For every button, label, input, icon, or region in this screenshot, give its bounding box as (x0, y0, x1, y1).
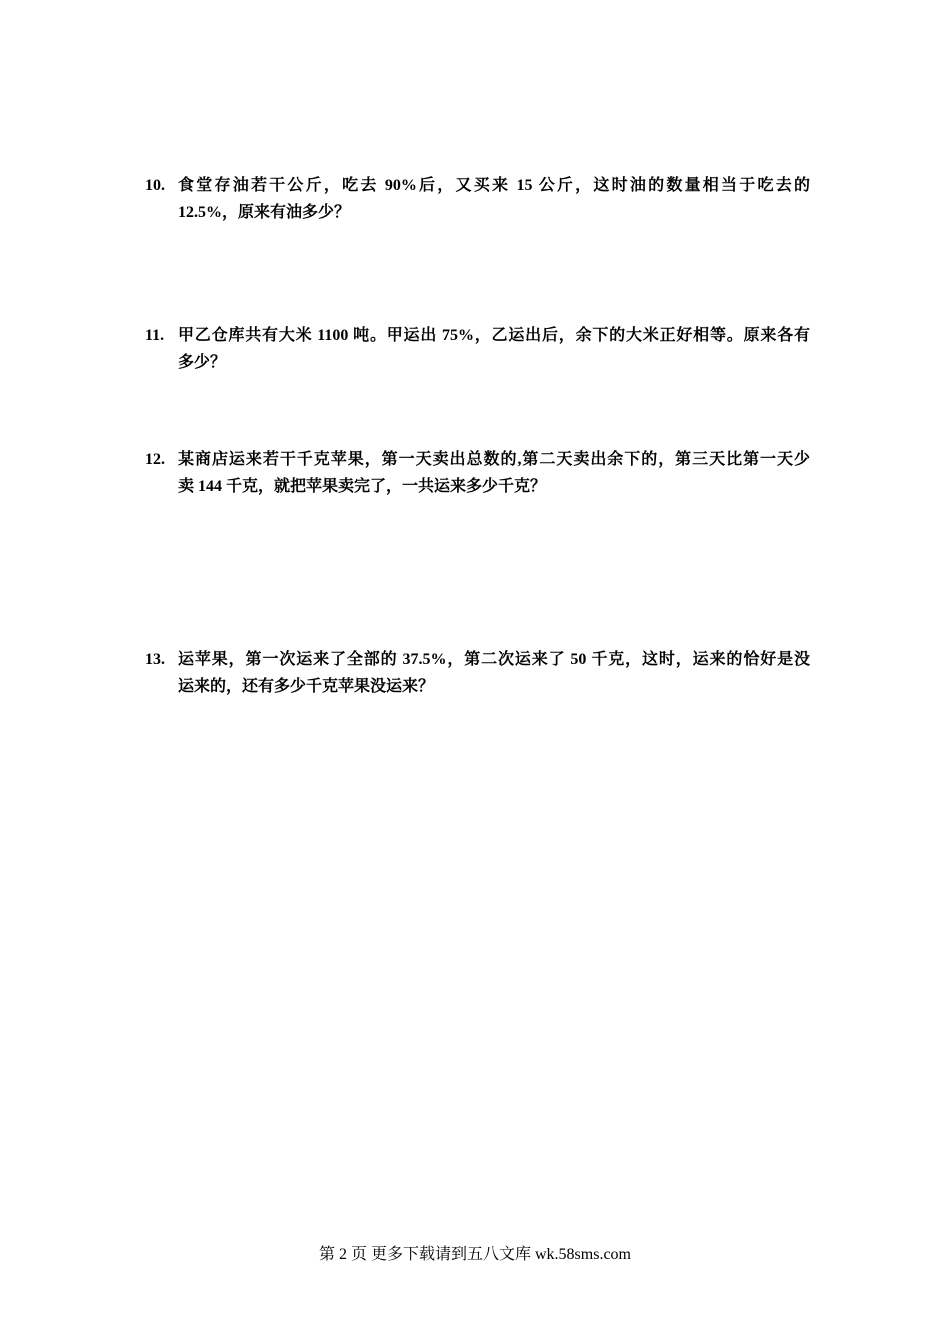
question-11 (145, 322, 810, 376)
question-line: 运苹果，第一次运来了全部的 37.5%，第二次运来了 50 千克，这时，运来的恰好是没 (178, 651, 810, 668)
question-line: 食堂存油若干公斤，吃去 90%后，又买来 15 公斤，这时油的数量相当于吃去的 (178, 177, 810, 194)
question-line: 卖 144 千克，就把苹果卖完了，一共运来多少千克？ (178, 478, 547, 495)
question-text (178, 646, 810, 700)
question-text (178, 446, 810, 500)
question-line: 多少？ (178, 354, 227, 371)
question-number: 11. (145, 327, 165, 344)
question-line: 运来的，还有多少千克苹果没运来？ (178, 678, 435, 695)
question-text (178, 172, 810, 226)
question-line: 12.5%，原来有油多少？ (178, 204, 351, 221)
question-10 (145, 172, 810, 226)
question-text (178, 322, 810, 376)
page-footer: 第 2 页 更多下载请到五八文库 wk.58sms.com (318, 1246, 631, 1263)
question-line: 某商店运来若干千克苹果，第一天卖出总数的,第二天卖出余下的，第三天比第一天少 (178, 451, 810, 468)
question-12 (145, 446, 810, 500)
question-number: 13. (145, 651, 165, 668)
question-13 (145, 646, 810, 700)
question-number: 10. (145, 177, 165, 194)
question-line: 甲乙仓库共有大米 1100 吨。甲运出 75%，乙运出后，余下的大米正好相等。原来各有 (178, 327, 810, 344)
question-number: 12. (145, 451, 165, 468)
